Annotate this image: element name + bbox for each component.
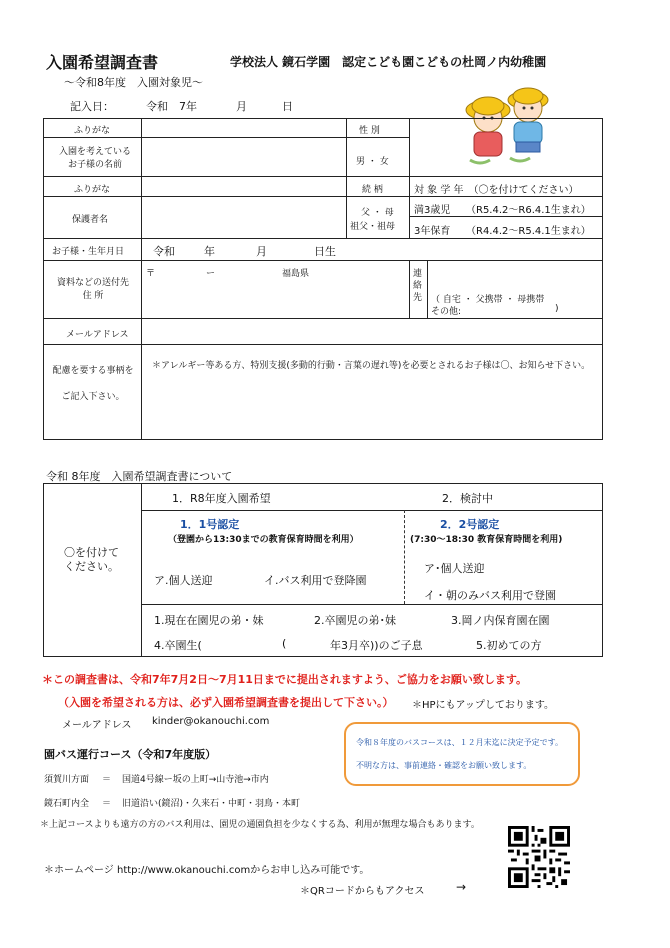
contact-close: ): [555, 304, 559, 314]
hp-note: ＊HPにもアップしております。: [412, 700, 555, 711]
care-field[interactable]: [142, 372, 602, 438]
postal-mark: 〒: [146, 269, 156, 279]
care-note: ＊アレルギー等ある方、特別支援(多動的行動・言葉の遅れ等)を必要とされるお子様は〇、お知らせ下さい。: [152, 361, 591, 371]
target-grade-header: 対 象 学 年 （〇を付けてください）: [414, 185, 579, 196]
entry-date-month: 月: [236, 100, 247, 113]
bus-note: ＊上記コースよりも遠方の方のバス利用は、園児の通園負担を少なくする為、利用が無理な場合もあります。: [40, 820, 480, 830]
cert1-option-a[interactable]: ア.個人送迎: [154, 574, 213, 587]
relation-alumni-open: (: [282, 637, 287, 650]
survey-heading: 令和 8年度 入園希望調査書について: [46, 470, 233, 483]
contact-other[interactable]: その他:: [431, 307, 462, 317]
prefecture: 福島県: [282, 269, 310, 279]
route2-name: 鏡石町内全: [44, 799, 90, 809]
bus-heading: 園バス運行コース（令和7年度版）: [44, 748, 217, 761]
bus-info-line1: 令和８年度のバスコースは、１２月末迄に決定予定です。: [356, 738, 563, 747]
route1-eq: ＝: [102, 775, 112, 785]
bus-info-box: [344, 722, 580, 786]
furigana-label-child: ふりがな: [74, 126, 111, 136]
school-name: 学校法人 鏡石学園 認定こども園こどもの杜岡ノ内幼稚園: [230, 55, 547, 69]
bus-info-line2: 不明な方は、事前連絡・確認をお願い致します。: [356, 761, 532, 770]
contact-label: 連 絡 先: [413, 269, 423, 303]
qr-note: ＊QRコードからもアクセス: [300, 886, 425, 897]
relation-sibling-graduate[interactable]: 2.卒園児の弟･妹: [314, 614, 396, 627]
page-title: 入園希望調査書: [46, 53, 159, 72]
option-enroll[interactable]: 1．R8年度入園希望: [172, 492, 271, 505]
cert2-option-a[interactable]: ア･個人送迎: [424, 562, 485, 575]
must-submit-note: （入園を希望される方は、必ず入園希望調査書を提出して下さい。）: [58, 696, 394, 709]
birth-label: お子様・生年月日: [52, 247, 125, 257]
birth-year[interactable]: 年: [204, 245, 215, 258]
entry-date-era: 令和 7年: [146, 100, 197, 113]
cert1-option-i[interactable]: イ.バス利用で登降園: [264, 574, 367, 587]
route2-stops: 旧道沿い(鏡沼)・久来石・中町・羽鳥・本町: [122, 799, 301, 809]
guardian-name-field[interactable]: [142, 197, 346, 238]
furigana-label-guardian: ふりがな: [74, 185, 111, 195]
subtitle: ～令和8年度 入園対象児～: [64, 76, 203, 89]
contact-options[interactable]: （ 自宅 ・ 父携帯 ・ 母携帯: [431, 295, 545, 305]
entry-date-day: 日: [282, 100, 293, 113]
target-3yr-range: （R5.4.2～R6.4.1生まれ）: [466, 205, 591, 216]
email-field[interactable]: [142, 319, 602, 344]
cert1-sub: （登園から13:30までの教育保育時間を利用）: [168, 535, 359, 545]
relation-alumni[interactable]: 4.卒園生(: [154, 639, 202, 652]
cert1-title[interactable]: 1．1号認定: [180, 518, 240, 531]
option-considering[interactable]: 2．検討中: [442, 492, 493, 505]
care-label: 配慮を要する事柄を ご記入下さい。: [52, 366, 134, 402]
relation-alumni-year: 年3月卒))のご子息: [330, 639, 423, 652]
contact-email[interactable]: kinder@okanouchi.com: [152, 716, 270, 727]
postal-dash: ー: [206, 269, 216, 279]
entry-date-label: 記入日：: [70, 100, 114, 113]
guardian-label: 保護者名: [72, 215, 109, 225]
deadline-note: ＊この調査書は、令和7年7月2日～7月11日までに提出されますよう、ご協力をお願い致します。: [42, 673, 528, 686]
survey-instruction: 〇を付けて ください。: [64, 546, 119, 573]
birth-era: 令和: [153, 245, 175, 258]
birth-month[interactable]: 月: [256, 245, 267, 258]
route2-eq: ＝: [102, 799, 112, 809]
target-3year-care-label[interactable]: 3年保育: [414, 226, 451, 237]
address-label: 資料などの送付先 住 所: [56, 278, 129, 301]
email-label: メールアドレス: [66, 330, 129, 340]
route1-name: 須賀川方面: [44, 775, 90, 785]
address-field[interactable]: [142, 280, 408, 318]
relation-value-parent[interactable]: 父 ・ 母: [361, 208, 394, 218]
target-3year-care-range: （R4.4.2～R5.4.1生まれ）: [466, 226, 591, 237]
arrow-icon: →: [456, 880, 467, 894]
qr-code-icon[interactable]: [508, 826, 570, 888]
cert2-sub: (7:30～18:30 教育保育時間を利用): [410, 535, 563, 545]
relation-header: 続 柄: [362, 185, 383, 195]
child-name-label: 入園を考えている お子様の名前: [58, 147, 131, 170]
relation-sibling-current[interactable]: 1.現在在園児の弟・妹: [154, 614, 264, 627]
birth-day[interactable]: 日生: [314, 245, 336, 258]
relation-nursery[interactable]: 3.岡ノ内保育園在園: [451, 614, 550, 627]
relation-first-time[interactable]: 5.初めての方: [476, 639, 542, 652]
relation-value-grandparent[interactable]: 祖父・祖母: [350, 222, 396, 232]
child-name-field[interactable]: [142, 138, 346, 176]
cert2-title[interactable]: 2．2号認定: [440, 518, 500, 531]
contact-email-label: メールアドレス: [62, 720, 132, 731]
route1-stops: 国道4号線ー坂の上町→山寺池→市内: [122, 775, 269, 785]
cert2-option-i[interactable]: イ・朝のみバス利用で登園: [424, 589, 556, 602]
sex-header: 性 別: [359, 126, 380, 136]
sex-value[interactable]: 男 ・ 女: [356, 157, 389, 167]
target-3yr-label[interactable]: 満3歳児: [414, 205, 451, 216]
homepage-note: ＊ホームページ http://www.okanouchi.comからお申し込み可能です。: [44, 865, 370, 876]
